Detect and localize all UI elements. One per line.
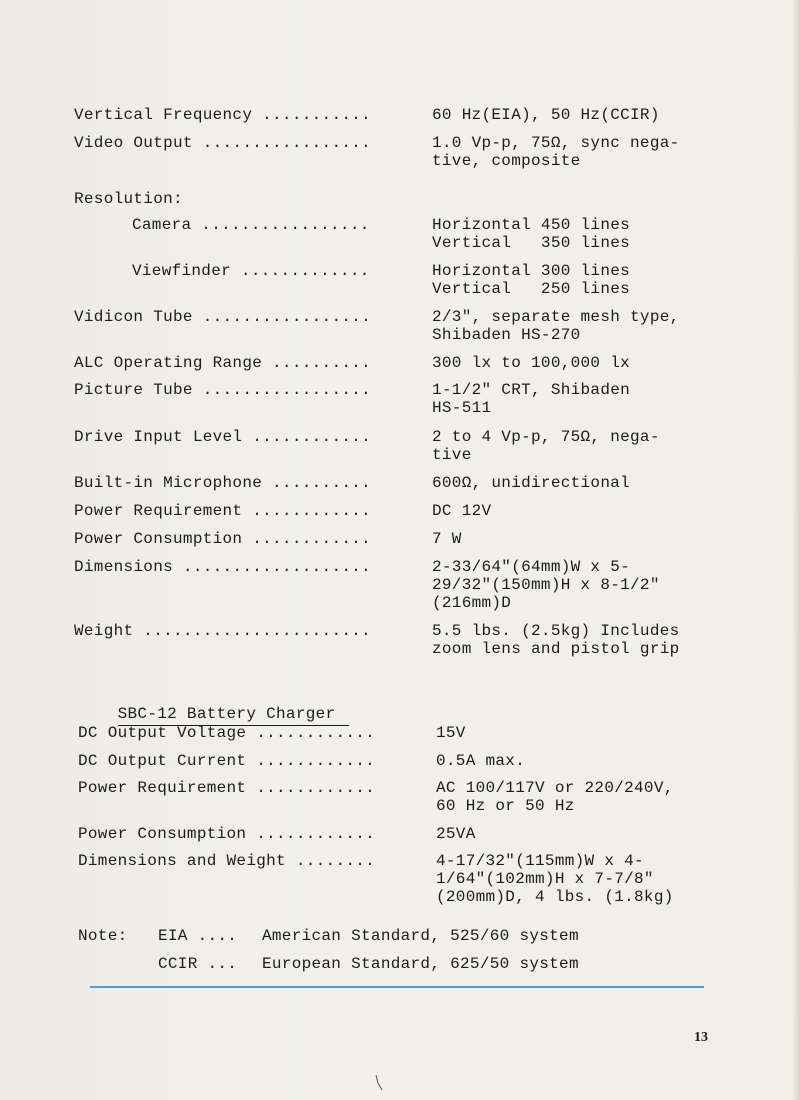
spec-value: 7 W bbox=[432, 530, 462, 548]
spec-label: Camera ................. bbox=[132, 216, 370, 234]
note-text: American Standard, 525/60 system bbox=[262, 927, 579, 945]
spec-value: DC 12V bbox=[432, 502, 492, 520]
spec-label: Dimensions ................... bbox=[74, 558, 372, 576]
spec-value: 600Ω, unidirectional bbox=[432, 474, 631, 492]
spec-label: DC Output Voltage ............ bbox=[78, 724, 376, 742]
spec-value: 5.5 lbs. (2.5kg) Includes zoom lens and pistol grip bbox=[432, 622, 680, 658]
blue-divider-rule bbox=[90, 986, 704, 988]
spec-value: 300 lx to 100,000 lx bbox=[432, 354, 631, 372]
note-text: European Standard, 625/50 system bbox=[262, 955, 579, 973]
spec-value: Horizontal 450 lines Vertical 350 lines bbox=[432, 216, 631, 252]
spec-label: ALC Operating Range .......... bbox=[74, 354, 372, 372]
note-term: EIA .... bbox=[158, 927, 238, 945]
note-label: Note: bbox=[78, 927, 128, 945]
page-number: 13 bbox=[694, 1030, 708, 1045]
spec-value: 1.0 Vp-p, 75Ω, sync nega- tive, composite bbox=[432, 134, 680, 170]
spec-label: Viewfinder ............. bbox=[132, 262, 370, 280]
spec-value: 0.5A max. bbox=[436, 752, 526, 770]
spec-value: 2 to 4 Vp-p, 75Ω, nega- tive bbox=[432, 428, 660, 464]
spec-value: 1-1/2" CRT, Shibaden HS-511 bbox=[432, 381, 631, 417]
spec-value: 4-17/32"(115mm)W x 4- 1/64"(102mm)H x 7-7/8" (200mm)D, 4 lbs. (1.8kg) bbox=[436, 852, 674, 906]
spec-label: Dimensions and Weight ........ bbox=[78, 852, 376, 870]
spec-label: Weight ....................... bbox=[74, 622, 372, 640]
spec-value: 2/3", separate mesh type, Shibaden HS-270 bbox=[432, 308, 680, 344]
spec-label: Power Requirement ............ bbox=[78, 779, 376, 797]
spec-resolution-heading bbox=[74, 190, 183, 244]
spec-value: AC 100/117V or 220/240V, 60 Hz or 50 Hz bbox=[436, 779, 674, 815]
charger-dimensions-weight bbox=[78, 852, 674, 924]
spec-label: Resolution: bbox=[74, 190, 183, 208]
scan-mark-icon bbox=[374, 1074, 384, 1092]
spec-label: Power Consumption ............ bbox=[78, 825, 376, 843]
spec-label: Built-in Microphone .......... bbox=[74, 474, 372, 492]
spec-label: Video Output ................. bbox=[74, 134, 372, 152]
charger-heading: SBC-12 Battery Charger bbox=[118, 705, 350, 726]
spec-label: Drive Input Level ............ bbox=[74, 428, 372, 446]
spec-label: Power Consumption ............ bbox=[74, 530, 372, 548]
spec-value: 60 Hz(EIA), 50 Hz(CCIR) bbox=[432, 106, 660, 124]
spec-label: Picture Tube ................. bbox=[74, 381, 372, 399]
spec-label: Power Requirement ............ bbox=[74, 502, 372, 520]
spec-value: Horizontal 300 lines Vertical 250 lines bbox=[432, 262, 631, 298]
note-line-ccir bbox=[78, 955, 579, 1027]
spec-value: 15V bbox=[436, 724, 466, 742]
spec-dimensions bbox=[74, 558, 660, 630]
spec-label: Vidicon Tube ................. bbox=[74, 308, 372, 326]
spec-label: Vertical Frequency ........... bbox=[74, 106, 372, 124]
spec-value: 25VA bbox=[436, 825, 476, 843]
spec-label: DC Output Current ............ bbox=[78, 752, 376, 770]
spec-weight bbox=[74, 622, 680, 694]
page-edge-shadow bbox=[792, 0, 800, 1100]
spec-value: 2-33/64"(64mm)W x 5- 29/32"(150mm)H x 8-1/2" (216mm)D bbox=[432, 558, 660, 612]
note-term: CCIR ... bbox=[158, 955, 238, 973]
